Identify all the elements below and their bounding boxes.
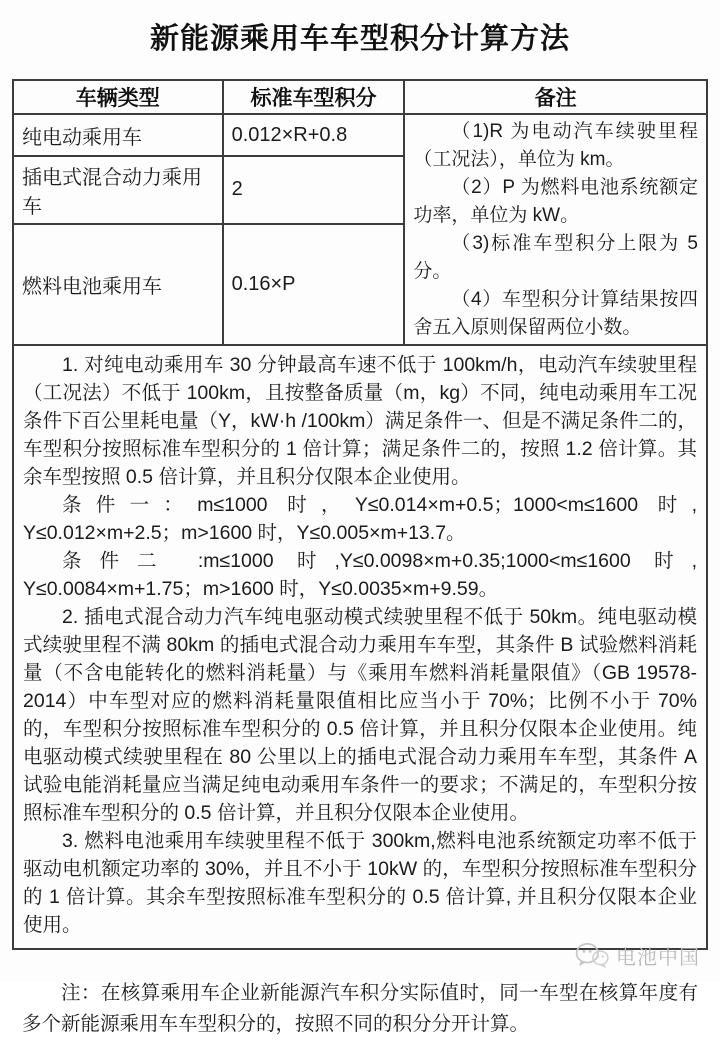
remark-item: （3)标准车型积分上限为 5 分。 (413, 233, 698, 282)
credit-calculation-table (12, 79, 708, 346)
remarks-cell (404, 114, 707, 345)
remark-item: （4）车型积分计算结果按四舍五入原则保留两位小数。 (413, 289, 698, 338)
credit-formula-phev: 2 (223, 156, 405, 224)
remark-item: （1)R 为电动汽车续驶里程（工况法），单位为 km。 (413, 121, 698, 170)
rules-text-box (12, 346, 708, 950)
vehicle-type-fcv: 燃料电池乘用车 (13, 224, 223, 345)
rule-condition-1: 条件一：m≤1000 时，Y≤0.014×m+0.5；1000<m≤1600 时, Y≤0.012×m+2.5；m>1600 时，Y≤0.005×m+13.7。 (23, 494, 697, 544)
vehicle-type-phev: 插电式混合动力乘用车 (13, 156, 223, 224)
vehicle-type-bev: 纯电动乘用车 (13, 114, 223, 156)
header-standard-credit: 标准车型积分 (223, 80, 405, 114)
rule-condition-2: 条件二 :m≤1000 时,Y≤0.0098×m+0.35;1000<m≤1600 时, Y≤0.0084×m+1.75；m>1600 时，Y≤0.0035×m+9.59。 (23, 550, 697, 600)
table-row (13, 114, 707, 156)
rule-paragraph-3: 3. 燃料电池乘用车续驶里程不低于 300km,燃料电池系统额定功率不低于驱动电机额定功率的 30%，并且不小于 10kW 的，车型积分按照标准车型积分的 1 倍计算。其余车型按照标准车型积分的 0.5 倍计算, 并且积分仅限本企业使用。 (23, 830, 697, 936)
table-header-row (13, 80, 707, 114)
footnote: 注：在核算乘用车企业新能源汽车积分实际值时，同一车型在核算年度有多个新能源乘用车车型积分的，按照不同的积分分开计算。 (22, 982, 698, 1035)
remark-item: （2）P 为燃料电池系统额定功率，单位为 kW。 (413, 177, 698, 226)
rule-paragraph-2: 2. 插电式混合动力汽车纯电驱动模式续驶里程不低于 50km。纯电驱动模式续驶里程不满 80km 的插电式混合动力乘用车车型，其条件 B 试验燃料消耗量（不含电能转化的燃料消耗量）与《乘用车燃料消耗量限值》（GB 19578-2014）中车型对应的燃料消耗量限值相比应当小于 70%；比例不小于 70%的，车型积分按照标准车型积分的 0.5 倍计算，并且积分仅限本企业使用。纯电驱动模式续驶里程在 80 公里以上的插电式混合动力乘用车车型，其条件 A 试验电能消耗量应当满足纯电动乘用车条件一的要求；不满足的，车型积分按照标准车型积分的 0.5 倍计算，并且积分仅限本企业使用。 (23, 606, 697, 824)
header-remarks: 备注 (404, 80, 707, 114)
wechat-icon (575, 942, 609, 970)
credit-formula-fcv: 0.16×P (223, 224, 405, 345)
credit-formula-bev: 0.012×R+0.8 (223, 114, 405, 156)
page-title: 新能源乘用车车型积分计算方法 (149, 23, 570, 55)
header-vehicle-type: 车辆类型 (13, 80, 223, 114)
rule-paragraph-1: 1. 对纯电动乘用车 30 分钟最高车速不低于 100km/h，电动汽车续驶里程（工况法）不低于 100km，且按整备质量（m，kg）不同，纯电动乘用车工况条件下百公里耗电量（Y，kW·h /100km）满足条件一、但是不满足条件二的，车型积分按照标准车型积分的 1 倍计算；满足条件二的，按照 1.2 倍计算。其余车型按照 0.5 倍计算，并且积分仅限本企业使用。 (23, 354, 697, 488)
watermark (575, 941, 700, 970)
watermark-label: 电池中国 (616, 947, 700, 969)
